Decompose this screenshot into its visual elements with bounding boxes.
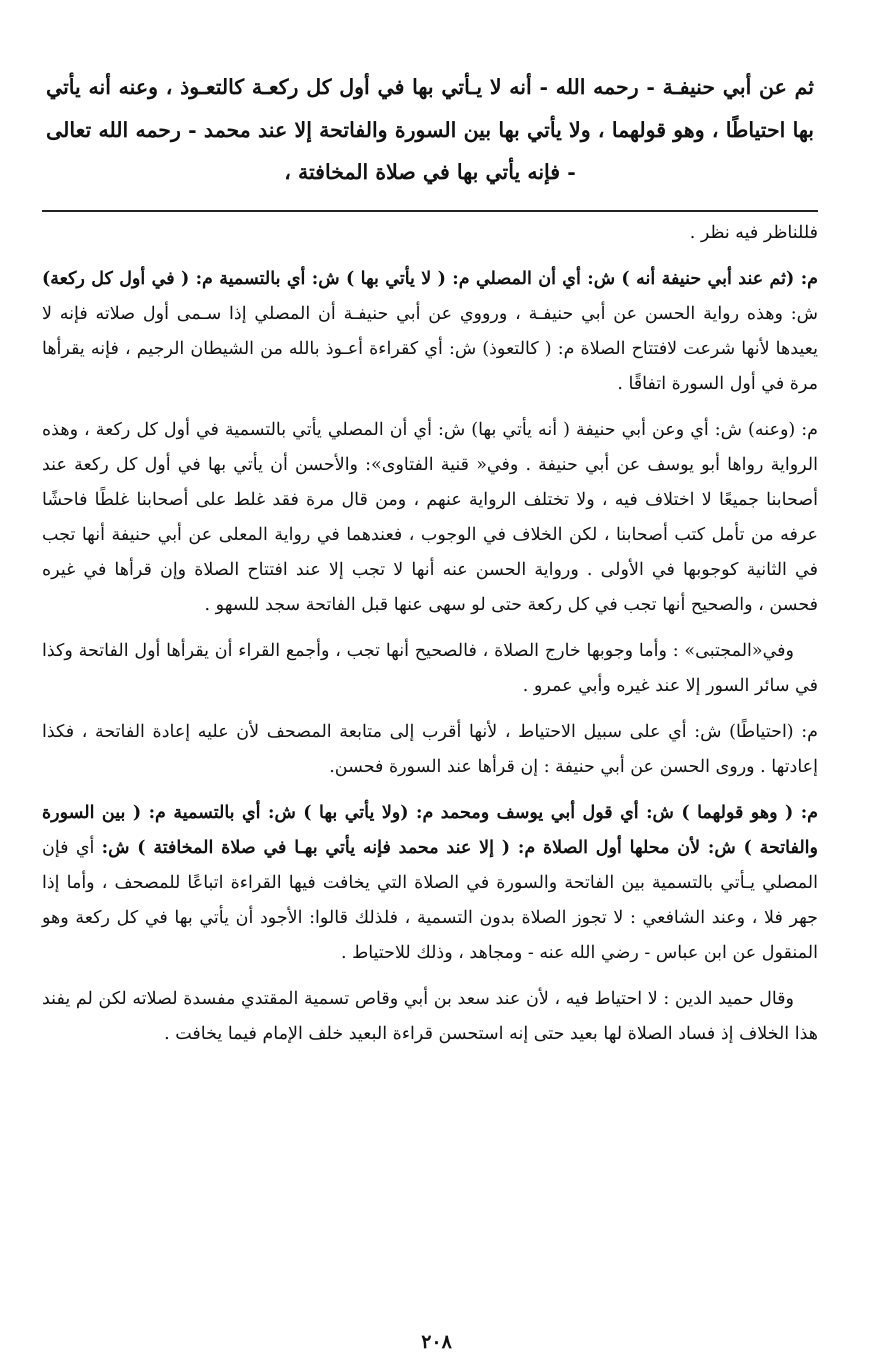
commentary-paragraph-2	[42, 413, 818, 623]
page-number: ٢٠٨	[421, 1331, 452, 1353]
commentary-paragraph-2-text-b: ورواية الحسن عنه أنها لا تجب إلا عند افتتاح الصلاة وإن قرأها في غيره فحسن ، والصحيح أنها تجب في كل ركعة حتى لو سهى عنها قبل الفاتحة سجد للسهو .	[42, 559, 818, 615]
book-page	[42, 66, 818, 1356]
commentary-paragraph-3: وفي«المجتبى» : وأما وجوبها خارج الصلاة ، فالصحيح أنها تجب ، وأجمع القراء أن يقرأها أول الفاتحة وكذا في سائر السور إلا عند غيره وأبي عمرو .	[42, 640, 818, 696]
commentary-paragraph-5	[42, 796, 818, 971]
commentary-paragraph-1-lemma: م: (ثم عند أبي حنيفة أنه ) ش: أي أن المصلي م: ( لا يأتي بها ) ش: أي بالتسمية م: ( في أول كل ركعة)	[42, 268, 818, 289]
commentary-paragraph-5-text: أي فإن المصلي يـأتي بالتسمية بين الفاتحة والسورة في الصلاة التي يخافت فيها القراءة اتباعًا للمصحف ، وأما إذا جهر فلا ، وعند الشافعي : لا تجوز الصلاة بدون التسمية ، فلذلك قالوا: الأجود أن يأتي بها في كل ركعة وهو المنقول عن ابن عباس - رضي الله عنه - ومجاهد ، وذلك للاحتياط .	[42, 837, 818, 963]
commentary-paragraph-1	[42, 262, 818, 402]
commentary-paragraph-1-text: ش: وهذه رواية الحسن عن أبي حنيفـة ، ورووي عن أبي حنيفـة أن المصلي إذا سـمى أول صلاته فإنه لا يعيدها لأنها شرعت لافتتاح الصلاة م: ( كالتعوذ) ش: أي كقراءة أعـوذ بالله من الشيطان الرجيم ، فإنه يقرأها مرة في أول السورة اتفاقًا .	[42, 303, 818, 394]
separator-line	[42, 210, 818, 212]
commentary-paragraph-4: م: (احتياطًا) ش: أي على سبيل الاحتياط ، لأنها أقرب إلى متابعة المصحف لأن عليه إعادة الفاتحة ، فكذا إعادتها . وروى الحسن عن أبي حنيفة : إن قرأها عند السورة فحسن.	[42, 721, 818, 777]
main-text: ثم عن أبي حنيفـة - رحمه الله - أنه لا يـأتي بها في أول كل ركعـة كالتعـوذ ، وعنه أنه يأتي بها احتياطًا ، وهو قولهما ، ولا يأتي بها بين السورة والفاتحة إلا عند محمد - رحمه الله تعالى - فإنه يأتي بها في صلاة المخافتة ،	[46, 75, 814, 184]
commentary-paragraph-0: فللناظر فيه نظر .	[689, 222, 818, 243]
commentary-paragraph-6: وقال حميد الدين : لا احتياط فيه ، لأن عند سعد بن أبي وقاص تسمية المقتدي مفسدة لصلاته لكن لم يفند هذا الخلاف إذ فساد الصلاة لها بعيد حتى إنه استحسن قراءة البعيد خلف الإمام فيما يخافت .	[42, 988, 818, 1044]
commentary	[42, 216, 818, 1052]
commentary-paragraph-5-lemma: م: ( وهو قولهما ) ش: أي قول أبي يوسف ومحمد م: (ولا يأتي بها ) ش: أي بالتسمية م: ( بين السورة والفاتحة ) ش: لأن محلها أول الصلاة م: ( إلا عند محمد فإنه يأتي بهـا في صلاة المخافتة ) ش:	[42, 802, 818, 858]
commentary-paragraph-2-text: م: (وعنه) ش: أي وعن أبي حنيفة ( أنه يأتي بها) ش: أي أن المصلي يأتي بالتسمية في أول كل ركعة ، وهذه الرواية رواها أبو يوسف عن أبي حنيفة . وفي« قنية الفتاوى»: والأحسن أن يأتي بها في أول كل ركعة عند أصحابنا جميعًا لا اختلاف فيه ، ولا تختلف الرواية عنهم ، ومن قال مرة فقد غلط على أصحابنا غلطًا فاحشًا عرفه من تأمل كتب أصحابنا ، لكن الخلاف في الوجوب ، فعندهما في رواية المعلى عن أبي حنيفة أنها تجب في الثانية كوجوبها في الأولى .	[42, 419, 818, 580]
